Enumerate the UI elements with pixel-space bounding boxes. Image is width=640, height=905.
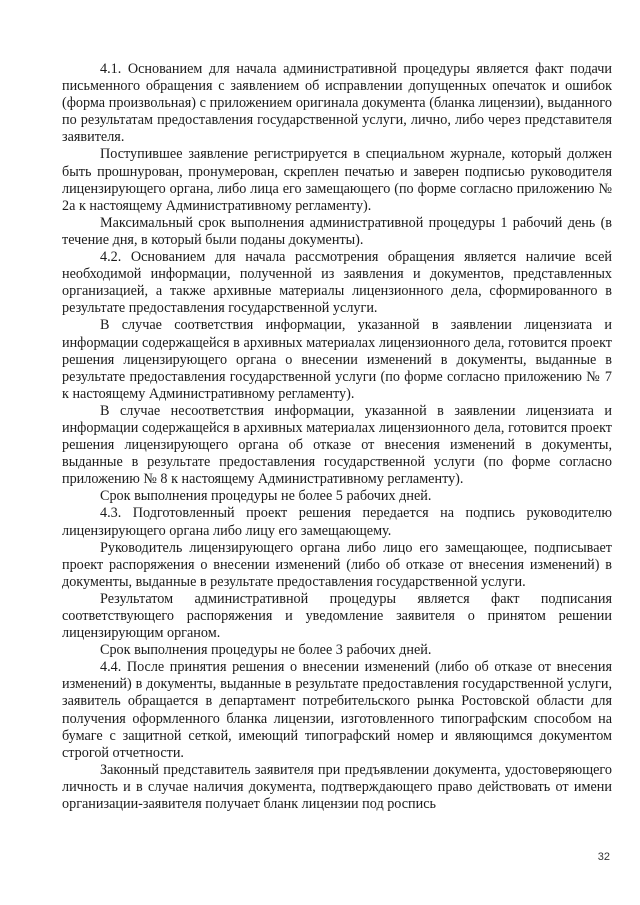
paragraph-term-3-days: Срок выполнения процедуры не более 3 рабочих дней. [100,642,432,659]
paragraph-4-4: 4.4. После принятия решения о внесении изменений (либо об отказе от внесения изменений) в документы, выданные в результате предоставления государственной услуги, заявитель обращается в департамент потребительского рынка Ростовской области для получения оформленного бланка лицензии, изготовленного типографским способом на бумаге с защитной сеткой, имеющий типографский номер и являющимся документом строгой отчетности. [62,659,612,761]
page-number: 32 [597,851,610,863]
paragraph-head-signs: Руководитель лицензирующего органа либо лицо его замещающее, подписывает проект распоряжения о внесении изменений (либо об отказе от внесения изменений) в документы, выданные в результате предоставления государственной услуги. [62,539,612,590]
document-body [62,61,612,813]
paragraph-4-3: 4.3. Подготовленный проект решения передается на подпись руководителю лицензирующего органа либо лицу его замещающему. [62,505,612,539]
paragraph-registration: Поступившее заявление регистрируется в специальном журнале, который должен быть прошнурован, пронумерован, скреплен печатью и заверен подписью руководителя лицензирующего органа, либо лица его замещающего (по форме согласно приложению № 2а к настоящему Административному регламенту). [62,146,612,214]
paragraph-result: Результатом административной процедуры является факт подписания соответствующего распоряжения и уведомление заявителя о принятом решении лицензирующим органом. [62,590,612,642]
paragraph-4-1: 4.1. Основанием для начала административной процедуры является факт подачи письменного обращения с заявлением об исправлении допущенных опечаток и ошибок (форма произвольная) с приложением оригинала документа (бланка лицензии), выданного по результатам предоставления государственной услуги, лично, либо через представителя заявителя. [62,61,612,146]
paragraph-legal-representative: Законный представитель заявителя при предъявлении документа, удостоверяющего личность и в случае наличия документа, подтверждающего право действовать от имени организации-заявителя получает бланк лицензии под роспись [62,761,612,813]
paragraph-max-term: Максимальный срок выполнения административной процедуры 1 рабочий день (в течение дня, в который были поданы документы). [62,214,612,248]
paragraph-term-5-days: Срок выполнения процедуры не более 5 рабочих дней. [100,488,432,505]
paragraph-noncompliance: В случае несоответствия информации, указанной в заявлении лицензиата и информации содержащейся в архивных материалах лицензионного дела, готовится проект решения лицензирующего органа об отказе от внесения изменений в документы, выданные в результате предоставления государственной услуги (по форме согласно приложению № 8 к настоящему Административному регламенту). [62,402,612,488]
paragraph-compliance: В случае соответствия информации, указанной в заявлении лицензиата и информации содержащейся в архивных материалах лицензионного дела, готовится проект решения лицензирующего органа о внесении изменений в документы, выданные в результате предоставления государственной услуги (по форме согласно приложению № 7 к настоящему Административному регламенту). [62,317,612,402]
paragraph-4-2: 4.2. Основанием для начала рассмотрения обращения является наличие всей необходимой информации, полученной из заявления и документов, представленных организацией, а также архивные материалы лицензионного дела, сформированного в результате предоставления государственной услуги. [62,249,612,317]
